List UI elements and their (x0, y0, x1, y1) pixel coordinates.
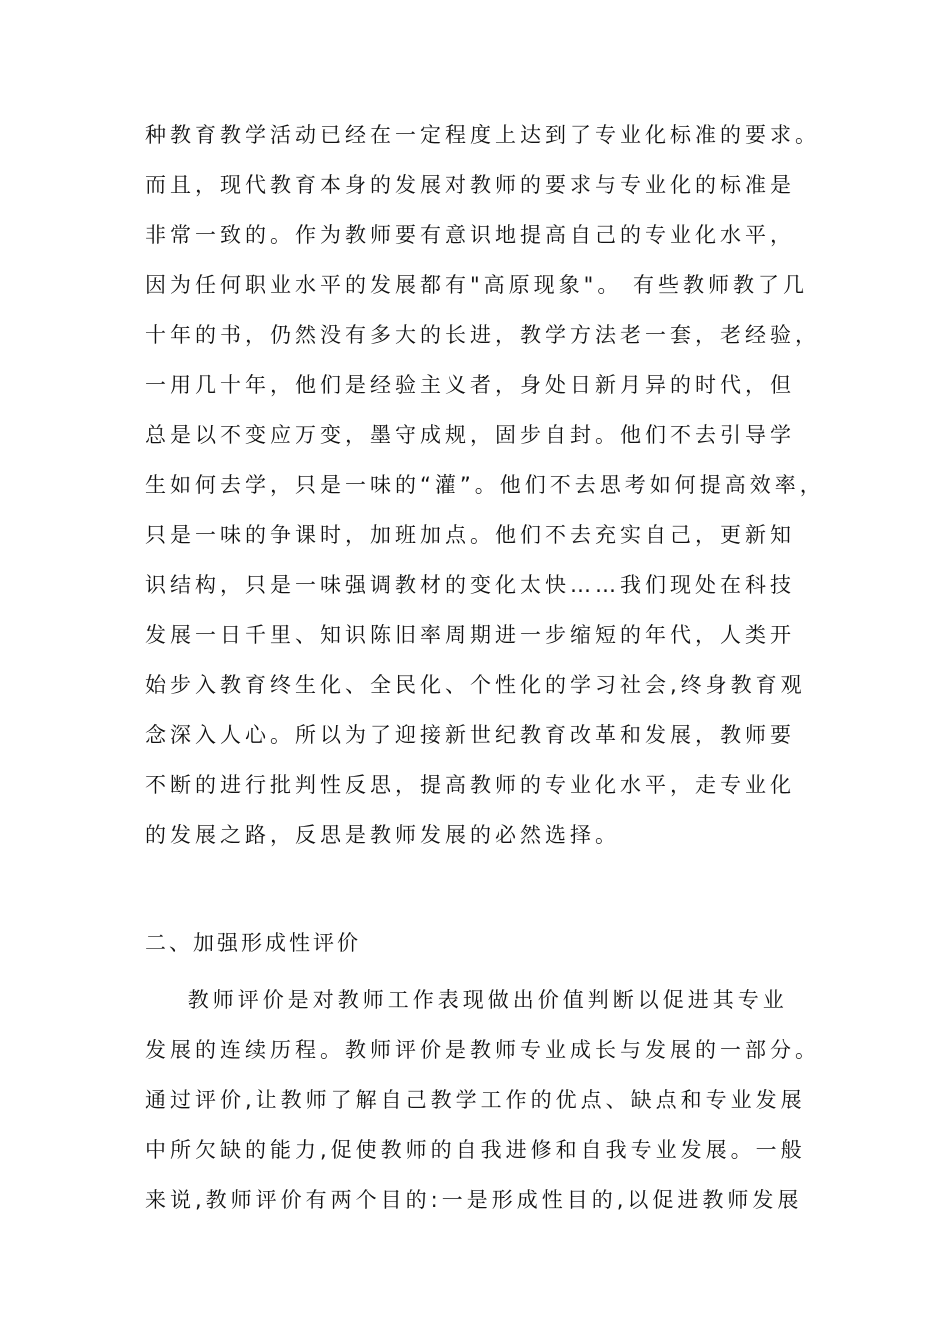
paragraph-line: 种教育教学活动已经在一定程度上达到了专业化标准的要求。 (145, 123, 820, 147)
paragraph-line: 一用几十年，他们是经验主义者，身处日新月异的时代，但 (145, 373, 795, 397)
paragraph-line: 来说,教师评价有两个目的:一是形成性目的,以促进教师发展 (145, 1188, 803, 1212)
paragraph-line: 识结构，只是一味强调教材的变化太快……我们现处在科技 (145, 573, 795, 597)
paragraph-line: 通过评价,让教师了解自己教学工作的优点、缺点和专业发展 (145, 1088, 806, 1112)
paragraph-line: 因为任何职业水平的发展都有"高原现象"。 有些教师教了几 (145, 273, 808, 297)
paragraph-line: 总是以不变应万变，墨守成规，固步自封。他们不去引导学 (145, 423, 795, 447)
paragraph-line: 只是一味的争课时，加班加点。他们不去充实自己，更新知 (145, 523, 795, 547)
paragraph-line: 始步入教育终生化、全民化、个性化的学习社会,终身教育观 (145, 673, 806, 697)
paragraph-line: 非常一致的。作为教师要有意识地提高自己的专业化水平， (145, 223, 795, 247)
paragraph-line: 发展的连续历程。教师评价是教师专业成长与发展的一部分。 (145, 1038, 820, 1062)
section-heading: 二、加强形成性评价 (145, 931, 361, 955)
paragraph-line: 十年的书，仍然没有多大的长进，教学方法老一套，老经验， (145, 323, 820, 347)
paragraph-line: 发展一日千里、知识陈旧率周期进一步缩短的年代，人类开 (145, 623, 795, 647)
paragraph-line: 而且，现代教育本身的发展对教师的要求与专业化的标准是 (145, 173, 795, 197)
paragraph-line: 不断的进行批判性反思，提高教师的专业化水平，走专业化 (145, 773, 795, 797)
paragraph-line: 中所欠缺的能力,促使教师的自我进修和自我专业发展。一般 (145, 1138, 806, 1162)
paragraph-line: 教师评价是对教师工作表现做出价值判断以促进其专业 (145, 988, 788, 1012)
paragraph-line: 生如何去学，只是一味的“灌”。他们不去思考如何提高效率， (145, 473, 825, 497)
paragraph-line: 的发展之路，反思是教师发展的必然选择。 (145, 823, 620, 847)
paragraph-line: 念深入人心。所以为了迎接新世纪教育改革和发展，教师要 (145, 723, 795, 747)
